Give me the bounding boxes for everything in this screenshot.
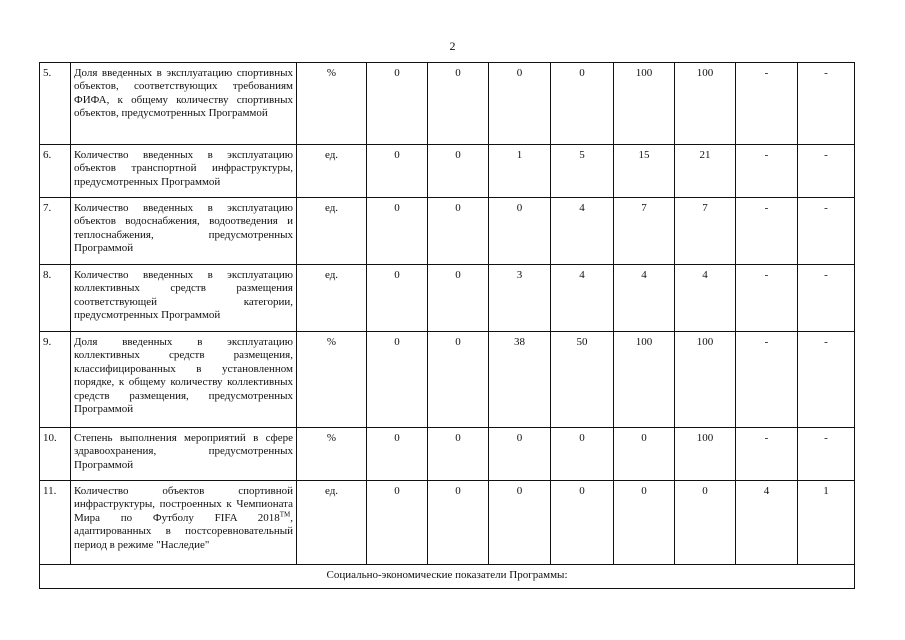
value-cell: 15 <box>614 145 675 198</box>
value-cell: 0 <box>428 63 489 145</box>
row-number: 8. <box>40 265 71 332</box>
page-number: 2 <box>449 39 456 53</box>
unit-cell: % <box>297 63 367 145</box>
value-cell: 0 <box>367 481 428 565</box>
value-cell: 50 <box>551 332 614 428</box>
value-cell: 4 <box>675 265 736 332</box>
value-cell: 0 <box>428 198 489 265</box>
row-number: 7. <box>40 198 71 265</box>
value-cell: 4 <box>551 198 614 265</box>
value-cell: 4 <box>551 265 614 332</box>
row-number: 9. <box>40 332 71 428</box>
value-cell: 0 <box>428 428 489 481</box>
table-row <box>40 63 855 145</box>
value-cell: - <box>798 332 855 428</box>
value-cell: - <box>798 63 855 145</box>
unit-cell: ед. <box>297 265 367 332</box>
value-cell: - <box>798 145 855 198</box>
value-cell: 3 <box>489 265 551 332</box>
value-cell: 0 <box>489 63 551 145</box>
value-cell: - <box>736 63 798 145</box>
value-cell: 0 <box>489 428 551 481</box>
row-number: 6. <box>40 145 71 198</box>
value-cell: 21 <box>675 145 736 198</box>
indicator-name: Количество введенных в эксплуатацию объектов транспортной инфраструктуры, предусмотренных Программой <box>71 145 297 198</box>
value-cell: 0 <box>614 481 675 565</box>
row-number: 10. <box>40 428 71 481</box>
unit-cell: ед. <box>297 145 367 198</box>
value-cell: 100 <box>614 63 675 145</box>
value-cell: - <box>736 332 798 428</box>
value-cell: 0 <box>551 63 614 145</box>
value-cell: 0 <box>367 145 428 198</box>
value-cell: 0 <box>428 481 489 565</box>
value-cell: - <box>736 428 798 481</box>
value-cell: - <box>736 265 798 332</box>
value-cell: 0 <box>367 63 428 145</box>
value-cell: - <box>736 145 798 198</box>
value-cell: 0 <box>489 198 551 265</box>
value-cell: 0 <box>428 332 489 428</box>
value-cell: 100 <box>675 332 736 428</box>
value-cell: 0 <box>367 332 428 428</box>
table-row <box>40 565 855 589</box>
indicator-name-part: , адаптированных в постсоревновательный период в режиме "Наследие" <box>74 511 293 551</box>
table-row <box>40 198 855 265</box>
section-footer: Социально-экономические показатели Программы: <box>40 565 855 589</box>
value-cell: 0 <box>428 145 489 198</box>
unit-cell: % <box>297 428 367 481</box>
table-row <box>40 481 855 565</box>
indicator-name: Доля введенных в эксплуатацию коллективных средств размещения, классифицированных в установленном порядке, к общему количеству коллективных средств размещения, предусмотренных Программой <box>71 332 297 428</box>
value-cell: 0 <box>551 428 614 481</box>
indicator-name: Степень выполнения мероприятий в сфере здравоохранения, предусмотренных Программой <box>71 428 297 481</box>
value-cell: 0 <box>675 481 736 565</box>
indicator-name <box>71 481 297 565</box>
value-cell: 5 <box>551 145 614 198</box>
table-row <box>40 332 855 428</box>
value-cell: 0 <box>367 265 428 332</box>
indicator-name: Количество введенных в эксплуатацию объектов водоснабжения, водоотведения и теплоснабжения, предусмотренных Программой <box>71 198 297 265</box>
value-cell: 0 <box>489 481 551 565</box>
unit-cell: % <box>297 332 367 428</box>
table-row <box>40 428 855 481</box>
trademark-sup: TM <box>279 510 291 519</box>
row-number: 5. <box>40 63 71 145</box>
value-cell: 0 <box>428 265 489 332</box>
value-cell: 0 <box>614 428 675 481</box>
value-cell: 100 <box>675 428 736 481</box>
unit-cell: ед. <box>297 198 367 265</box>
value-cell: - <box>798 198 855 265</box>
value-cell: 100 <box>675 63 736 145</box>
value-cell: - <box>798 265 855 332</box>
value-cell: - <box>798 428 855 481</box>
indicators-table <box>39 62 855 589</box>
value-cell: 38 <box>489 332 551 428</box>
value-cell: 0 <box>367 428 428 481</box>
table-row <box>40 145 855 198</box>
value-cell: 0 <box>367 198 428 265</box>
indicator-name: Количество введенных в эксплуатацию коллективных средств размещения соответствующей категории, предусмотренных Программой <box>71 265 297 332</box>
unit-cell: ед. <box>297 481 367 565</box>
value-cell: 7 <box>675 198 736 265</box>
row-number: 11. <box>40 481 71 565</box>
value-cell: 100 <box>614 332 675 428</box>
value-cell: 7 <box>614 198 675 265</box>
value-cell: - <box>736 198 798 265</box>
value-cell: 0 <box>551 481 614 565</box>
value-cell: 4 <box>736 481 798 565</box>
table-row <box>40 265 855 332</box>
indicator-name: Доля введенных в эксплуатацию спортивных объектов, соответствующих требованиям ФИФА, к общему количеству спортивных объектов, предусмотренных Программой <box>71 63 297 145</box>
value-cell: 4 <box>614 265 675 332</box>
value-cell: 1 <box>798 481 855 565</box>
indicator-name-part: Количество объектов спортивной инфраструктуры, построенных к Чемпионата Мира по Футболу FIFA 2018 <box>74 485 293 524</box>
value-cell: 1 <box>489 145 551 198</box>
